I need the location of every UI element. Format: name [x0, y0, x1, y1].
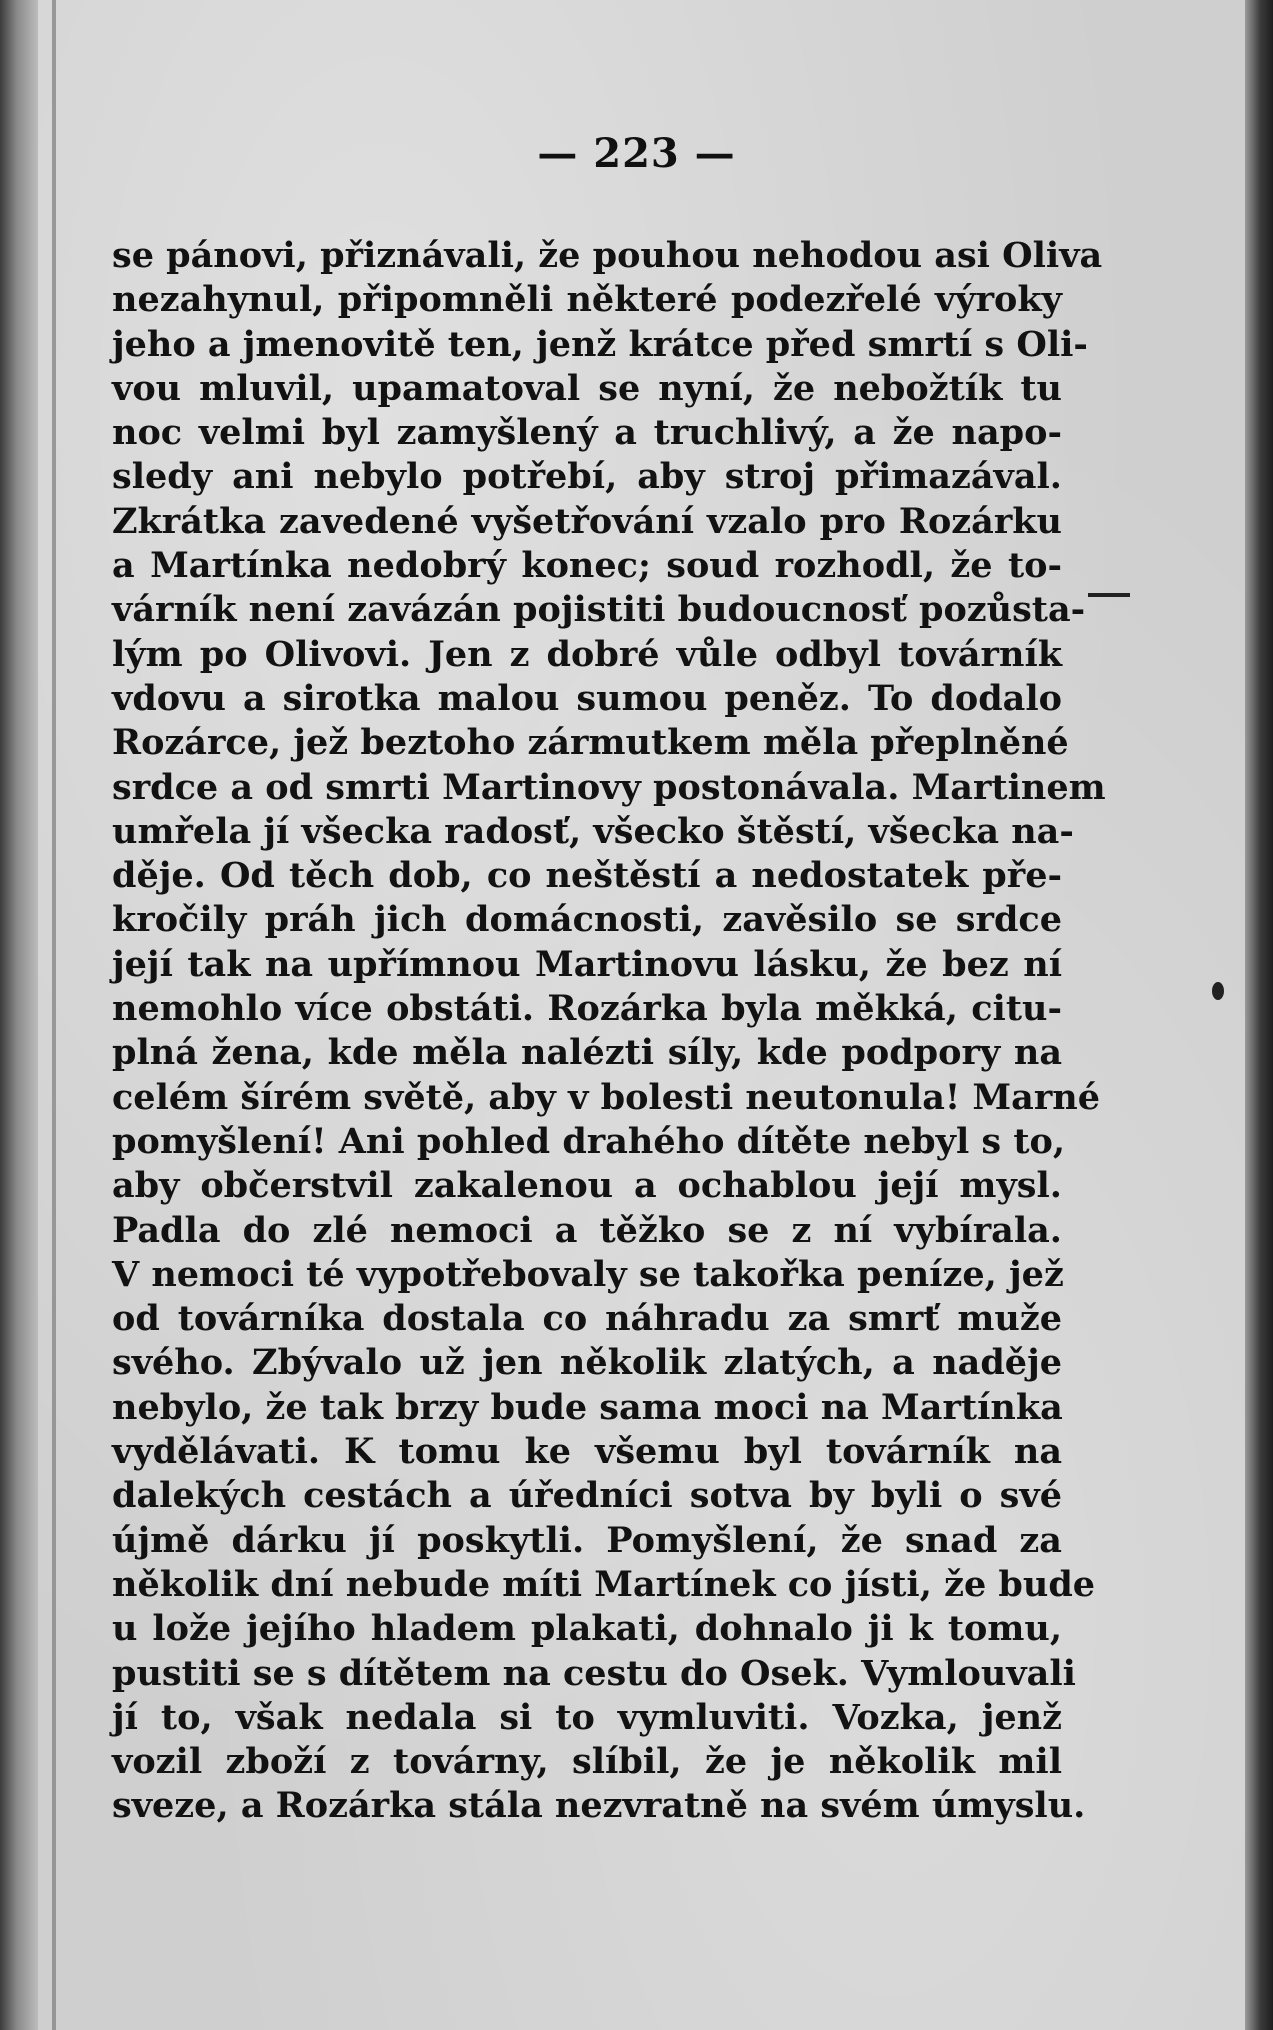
text-line: jeho a jmenovitě ten, jenž krátce před smrtí s Oli-	[112, 323, 1088, 365]
text-line: noc velmi byl zamyšlený a truchlivý, a že napo-	[112, 412, 1062, 454]
body-text	[112, 234, 1106, 1829]
text-line: svého. Zbývalo už jen několik zlatých, a naděje	[112, 1342, 1062, 1384]
text-line: Rozárce, jež beztoho zármutkem měla přeplněné	[112, 722, 1069, 764]
text-line: jí to, však nedala si to vymluviti. Vozka, jenž	[112, 1696, 1062, 1738]
text-line: vdovu a sirotka malou sumou peněz. To dodalo	[112, 677, 1062, 719]
text-line: nemohlo více obstáti. Rozárka byla měkká, citu-	[112, 988, 1062, 1030]
text-line: V nemoci té vypotřebovaly se takořka peníze, jež	[112, 1253, 1064, 1295]
text-line: a Martínka nedobrý konec; soud rozhodl, že to-	[112, 545, 1062, 587]
text-line: várník není zavázán pojistiti budoucnosť pozůsta-	[112, 589, 1086, 631]
text-line: Zkrátka zavedené vyšetřování vzalo pro Rozárku	[112, 500, 1062, 542]
text-line: několik dní nebude míti Martínek co jísti, že bude	[112, 1563, 1096, 1605]
text-line: vydělávati. K tomu ke všemu byl továrník na	[112, 1431, 1062, 1473]
text-line: sledy ani nebylo potřebí, aby stroj přimazával.	[112, 456, 1062, 498]
text-line: u lože jejího hladem plakati, dohnalo ji k tomu,	[112, 1608, 1062, 1650]
margin-dash-mark	[1088, 593, 1130, 597]
text-line: její tak na upřímnou Martinovu lásku, že bez ní	[112, 943, 1062, 985]
text-line: aby občerstvil zakalenou a ochablou její mysl.	[112, 1165, 1062, 1207]
text-line: pomyšlení! Ani pohled drahého dítěte nebyl s to,	[112, 1120, 1066, 1162]
text-line: se pánovi, přiznávali, že pouhou nehodou asi Oliva	[112, 235, 1103, 276]
text-line: od továrníka dostala co náhradu za smrť muže	[112, 1298, 1062, 1340]
book-spine-shadow	[0, 0, 38, 2030]
text-line: pustiti se s dítětem na cestu do Osek. Vymlouvali	[112, 1652, 1076, 1694]
text-line: celém šírém světě, aby v bolesti neutonula! Marné	[112, 1076, 1100, 1118]
text-line: kročily práh jich domácnosti, zavěsilo se srdce	[112, 899, 1062, 941]
text-line: lým po Olivovi. Jen z dobré vůle odbyl továrník	[112, 633, 1062, 675]
text-line: srdce a od smrti Martinovy postonávala. Martinem	[112, 766, 1106, 808]
margin-ink-spot	[1212, 982, 1224, 1000]
text-line: plná žena, kde měla nalézti síly, kde podpory na	[112, 1032, 1062, 1074]
gutter-line	[52, 0, 56, 2030]
text-line: děje. Od těch dob, co neštěstí a nedostatek pře-	[112, 855, 1062, 897]
text-line: dalekých cestách a úředníci sotva by byli o své	[112, 1475, 1062, 1517]
text-line: újmě dárku jí poskytli. Pomyšlení, že snad za	[112, 1519, 1062, 1561]
text-line: umřela jí všecka radosť, všecko štěstí, všecka na-	[112, 810, 1074, 852]
page-number: — 223 —	[537, 130, 736, 177]
text-line: nebylo, že tak brzy bude sama moci na Martínka	[112, 1386, 1063, 1428]
text-line: Padla do zlé nemoci a těžko se z ní vybírala.	[112, 1209, 1062, 1251]
text-line: nezahynul, připomněli některé podezřelé výroky	[112, 279, 1062, 321]
text-line: vou mluvil, upamatoval se nyní, že nebožtík tu	[112, 367, 1062, 409]
text-line: sveze, a Rozárka stála nezvratně na svém úmyslu.	[112, 1785, 1086, 1827]
text-line: vozil zboží z továrny, slíbil, že je několik mil	[112, 1741, 1062, 1783]
page-edge-shadow	[1245, 0, 1273, 2030]
